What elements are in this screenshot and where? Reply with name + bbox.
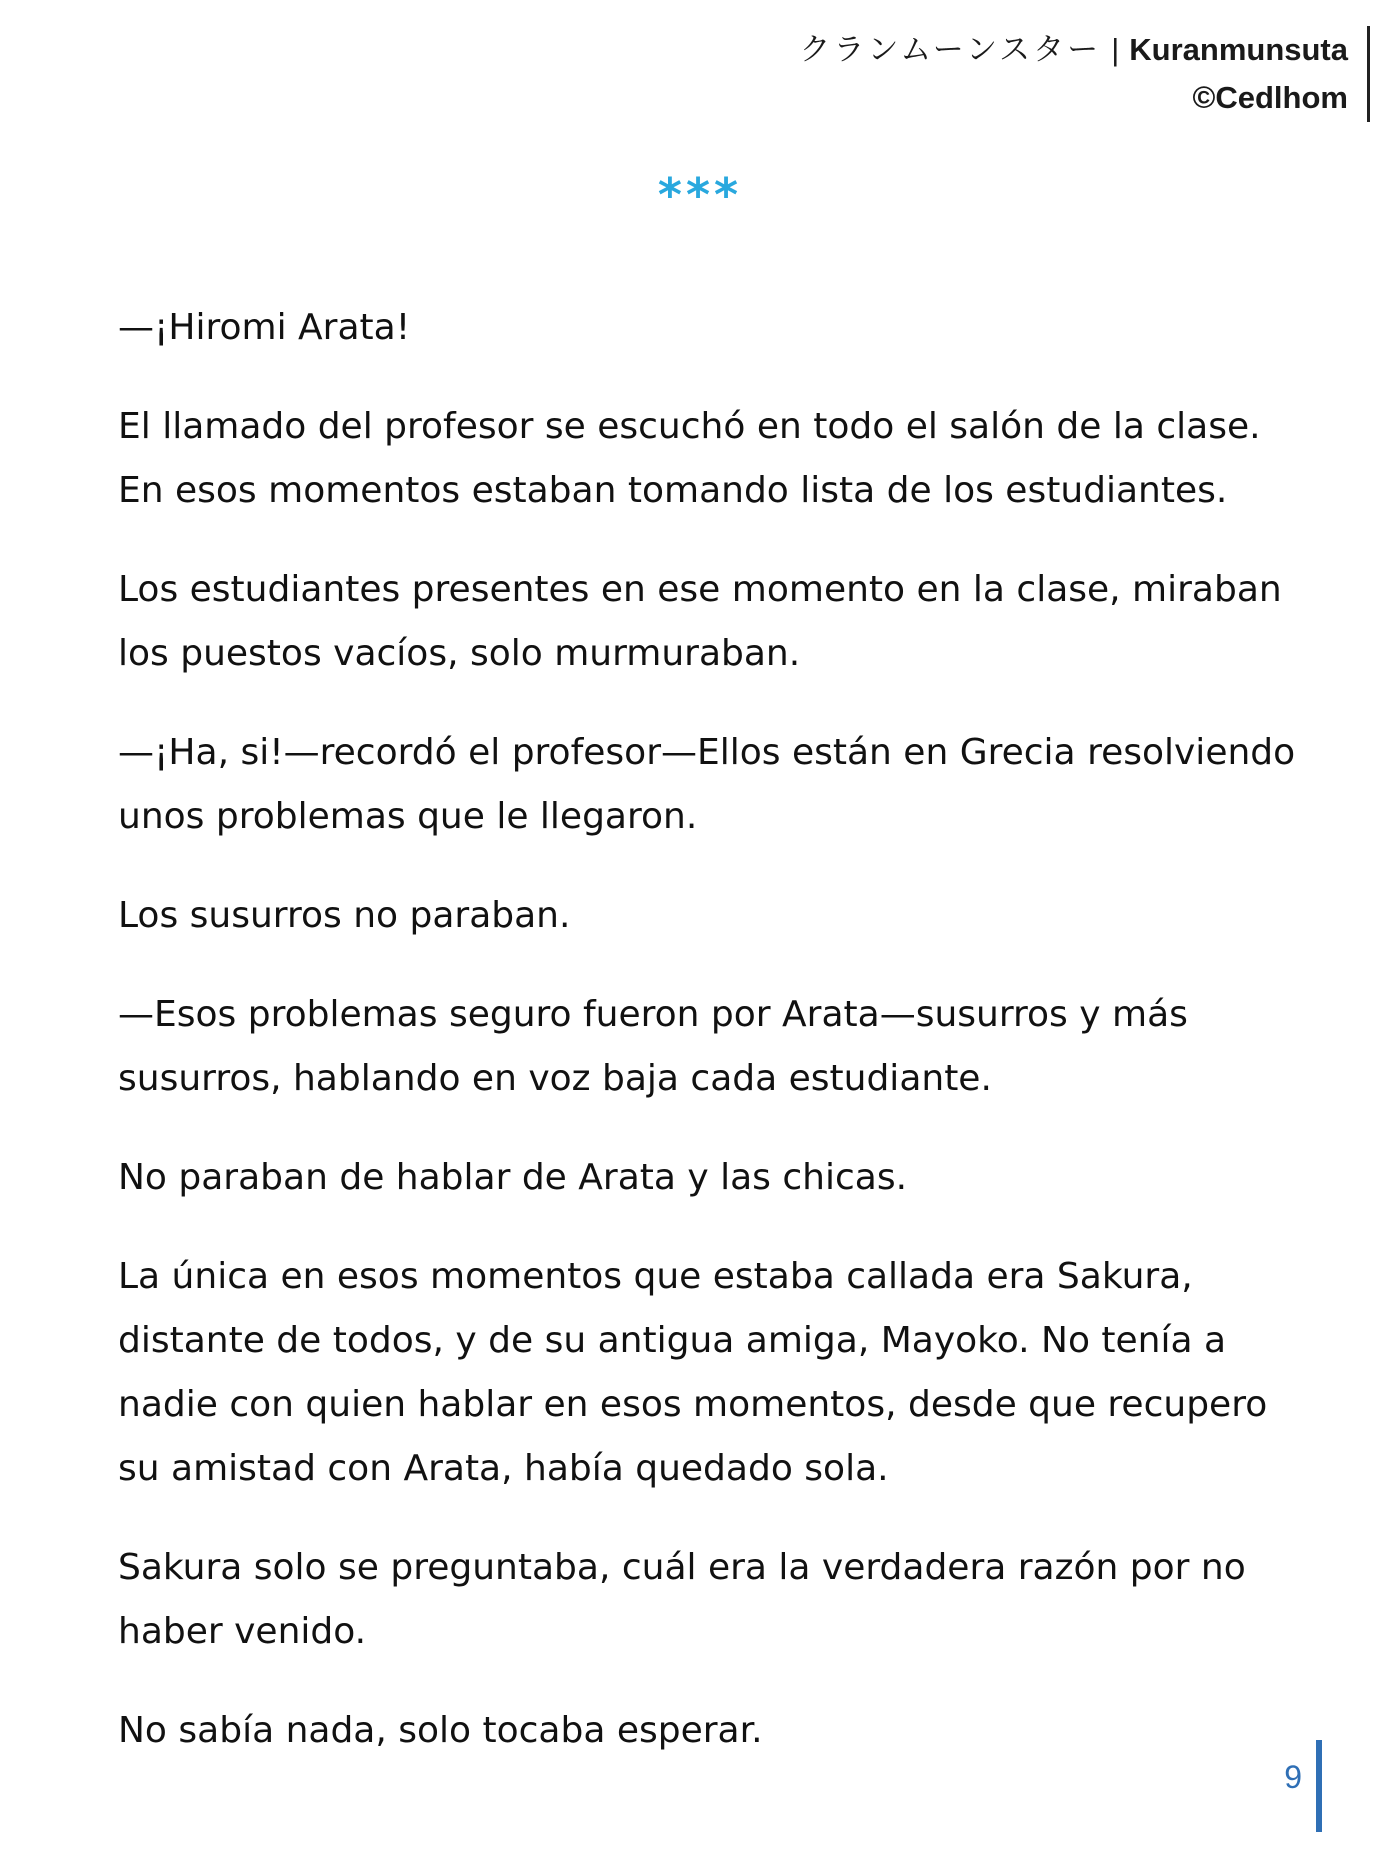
- header-text: [800, 26, 1348, 122]
- header-copyright: ©Cedlhom: [1192, 80, 1348, 115]
- page-header: [570, 26, 1370, 122]
- header-romaji-title: Kuranmunsuta: [1129, 32, 1348, 67]
- header-japanese-title: クランムーンスター: [799, 32, 1102, 68]
- paragraph: La única en esos momentos que estaba callada era Sakura, distante de todos, y de su antigua amiga, Mayoko. No tenía a nadie con quien hablar en esos momentos, desde que recupero su amistad con Arata, había quedado sola.: [118, 1256, 1268, 1489]
- story-body: [118, 296, 1308, 1798]
- paragraph: —Esos problemas seguro fueron por Arata—susurros y más susurros, hablando en voz baja cada estudiante.: [118, 994, 1188, 1099]
- paragraph: No sabía nada, solo tocaba esperar.: [118, 1710, 763, 1751]
- paragraph: No paraban de hablar de Arata y las chicas.: [118, 1157, 908, 1198]
- paragraph: —¡Hiromi Arata!: [118, 307, 411, 348]
- header-vertical-rule: [1367, 26, 1370, 122]
- header-title-line: [800, 26, 1348, 74]
- page-number-rule: [1316, 1740, 1322, 1832]
- paragraph: Los susurros no paraban.: [118, 895, 571, 936]
- page-number: 9: [1284, 1759, 1302, 1795]
- paragraph: Los estudiantes presentes en ese momento en la clase, miraban los puestos vacíos, solo murmuraban.: [118, 569, 1282, 674]
- scene-separator: ***: [657, 168, 743, 222]
- paragraph: El llamado del profesor se escuchó en todo el salón de la clase. En esos momentos estaban tomando lista de los estudiantes.: [118, 406, 1261, 511]
- header-separator: |: [1111, 32, 1120, 67]
- paragraph: —¡Ha, si!—recordó el profesor—Ellos están en Grecia resolviendo unos problemas que le llegaron.: [118, 732, 1296, 837]
- paragraph: Sakura solo se preguntaba, cuál era la verdadera razón por no haber venido.: [118, 1547, 1246, 1652]
